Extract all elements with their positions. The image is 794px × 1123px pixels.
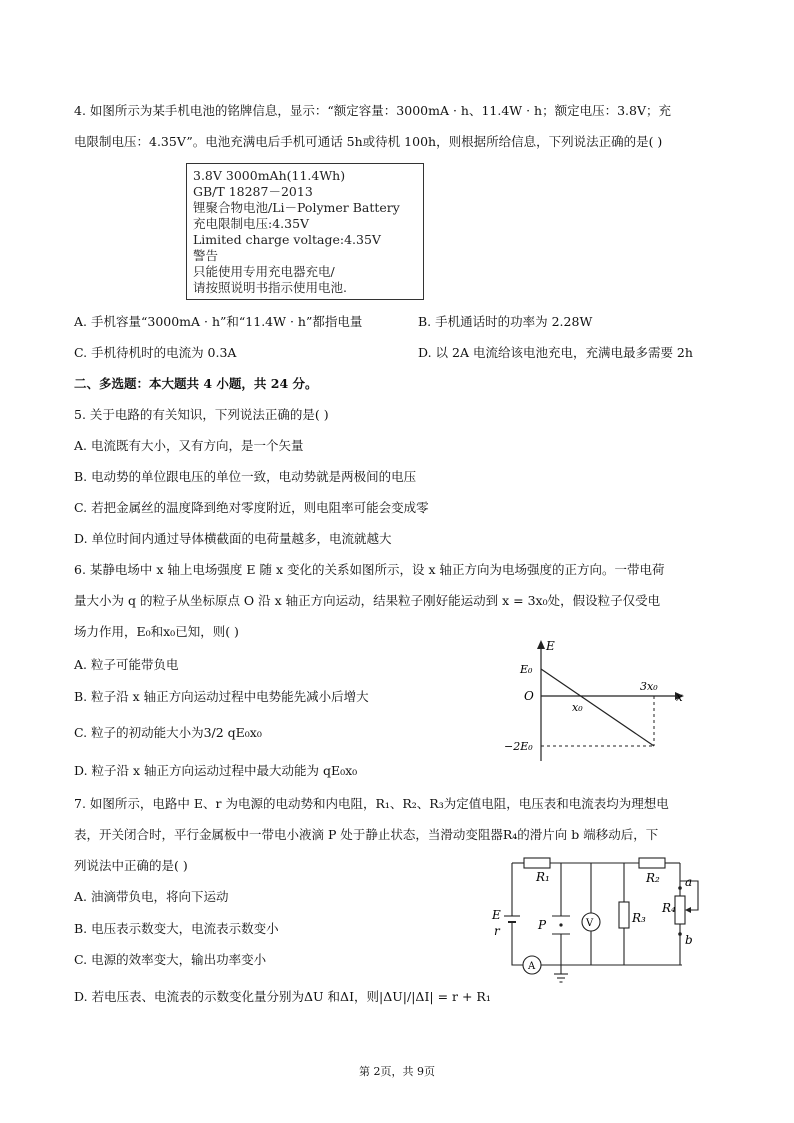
label-p: P xyxy=(538,918,547,932)
q6-e-x-graph xyxy=(500,636,700,766)
q6-option-a: A. 粒子可能带负电 xyxy=(74,657,179,672)
q4-option-b: B. 手机通话时的功率为 2.28W xyxy=(418,314,593,329)
label-b-terminal: b xyxy=(685,933,693,947)
nameplate-line: 3.8V 3000mAh(11.4Wh) xyxy=(193,168,346,183)
nameplate-line: Limited charge voltage:4.35V xyxy=(193,232,381,247)
field-line xyxy=(541,669,654,746)
nameplate-line: 充电限制电压:4.35V xyxy=(193,216,310,231)
page-footer: 第 2页，共 9页 xyxy=(359,1065,435,1078)
q4-stem-line1: 4. 如图所示为某手机电池的铭牌信息，显示：“额定容量：3000mA · h、11.4W · h；额定电压：3.8V；充 xyxy=(74,103,672,118)
q7-stem-line2: 表，开关闭合时，平行金属板中一带电小液滴 P 处于静止状态，当滑动变阻器R₄的滑片向 b 端移动后，下 xyxy=(74,827,659,842)
label-neg2e0: −2E₀ xyxy=(504,740,533,753)
q5-stem: 5. 关于电路的有关知识，下列说法正确的是( ) xyxy=(74,407,329,422)
q4-stem-line2: 电限制电压：4.35V”。电池充满电后手机可通话 5h或待机 100h，则根据所给信息，下列说法正确的是( ) xyxy=(74,134,663,149)
nameplate-line: GB/T 18287－2013 xyxy=(193,184,313,199)
q7-option-a: A. 油滴带负电，将向下运动 xyxy=(74,889,229,904)
q6-stem-line2: 量大小为 q 的粒子从坐标原点 O 沿 x 轴正方向运动，结果粒子刚好能运动到 x = 3x₀处，假设粒子仅受电 xyxy=(74,593,661,608)
label-a-meter: A xyxy=(528,961,536,972)
nameplate-line: 只能使用专用充电器充电/ xyxy=(193,264,335,279)
q7-stem-line1: 7. 如图所示，电路中 E、r 为电源的电动势和内电阻，R₁、R₂、R₃为定值电阻，电压表和电流表均为理想电 xyxy=(74,796,669,811)
label-r2: R₂ xyxy=(646,871,660,885)
q4-option-c: C. 手机待机时的电流为 0.3A xyxy=(74,345,237,360)
label-a-terminal: a xyxy=(685,875,693,889)
nameplate-line: 警告 xyxy=(193,248,219,263)
nameplate-line: 锂聚合物电池/Li－Polymer Battery xyxy=(193,200,400,215)
rheostat-slider-arrow xyxy=(685,907,691,913)
droplet-p xyxy=(559,923,562,926)
axis-label-e: E xyxy=(546,639,555,653)
q7-option-c: C. 电源的效率变大，输出功率变小 xyxy=(74,952,267,967)
label-r3: R₃ xyxy=(632,911,646,925)
axis-label-x: x xyxy=(676,690,683,704)
resistor-r1 xyxy=(524,858,550,868)
q6-stem-line3: 场力作用，E₀和x₀已知，则( ) xyxy=(74,624,239,639)
section-heading: 二、多选题：本大题共 4 小题，共 24 分。 xyxy=(74,376,318,391)
label-e0: E₀ xyxy=(520,663,533,676)
q7-circuit-diagram xyxy=(486,856,720,988)
label-x0: x₀ xyxy=(572,701,583,714)
resistor-r2 xyxy=(639,858,665,868)
q6-option-c: C. 粒子的初动能大小为3/2 qE₀x₀ xyxy=(74,725,262,740)
q5-option-a: A. 电流既有大小，又有方向，是一个矢量 xyxy=(74,438,304,453)
q7-option-b: B. 电压表示数变大，电流表示数变小 xyxy=(74,921,279,936)
q6-option-d: D. 粒子沿 x 轴正方向运动过程中最大动能为 qE₀x₀ xyxy=(74,763,358,778)
q4-option-a: A. 手机容量“3000mA · h”和“11.4W · h”都指电量 xyxy=(74,314,363,329)
resistor-r3 xyxy=(619,902,629,928)
q7-option-d: D. 若电压表、电流表的示数变化量分别为ΔU 和ΔI，则|ΔU|/|ΔI| = r + R₁ xyxy=(74,989,491,1004)
label-e: E xyxy=(492,908,501,922)
battery-nameplate xyxy=(186,163,424,300)
rheostat-r4 xyxy=(675,896,685,924)
label-r1: R₁ xyxy=(536,870,550,884)
q6-option-b: B. 粒子沿 x 轴正方向运动过程中电势能先减小后增大 xyxy=(74,689,369,704)
label-r4: R₄ xyxy=(662,901,676,915)
label-origin: O xyxy=(524,689,534,703)
q5-option-d: D. 单位时间内通过导体横截面的电荷量越多，电流就越大 xyxy=(74,531,392,546)
y-axis-arrow xyxy=(537,640,545,649)
q4-option-d: D. 以 2A 电流给该电池充电，充满电最多需要 2h xyxy=(418,345,693,360)
nameplate-line: 请按照说明书指示使用电池. xyxy=(193,280,347,295)
q6-stem-line1: 6. 某静电场中 x 轴上电场强度 E 随 x 变化的关系如图所示，设 x 轴正方向为电场强度的正方向。一带电荷 xyxy=(74,562,665,577)
q5-option-b: B. 电动势的单位跟电压的单位一致，电动势就是两极间的电压 xyxy=(74,469,417,484)
label-r-internal: r xyxy=(494,924,500,938)
label-3x0: 3x₀ xyxy=(640,680,658,693)
q7-stem-line3: 列说法中正确的是( ) xyxy=(74,858,188,873)
q5-option-c: C. 若把金属丝的温度降到绝对零度附近，则电阻率可能会变成零 xyxy=(74,500,429,515)
label-v: V xyxy=(586,918,594,929)
